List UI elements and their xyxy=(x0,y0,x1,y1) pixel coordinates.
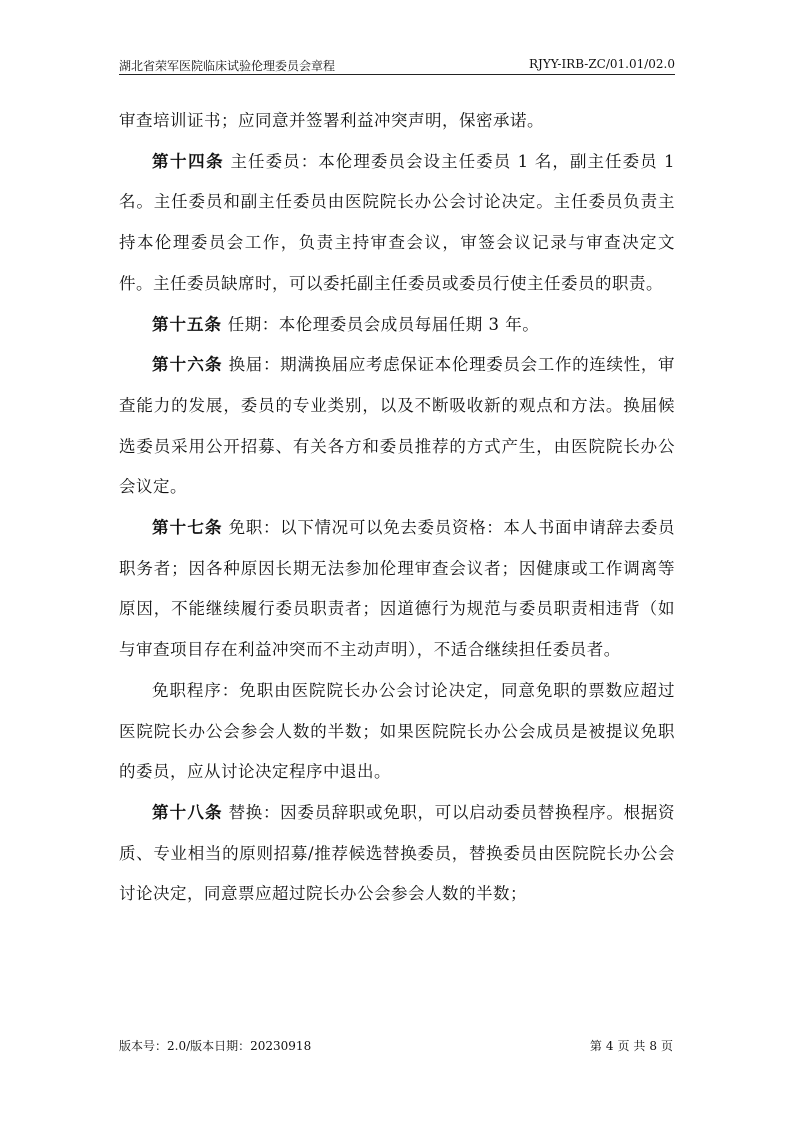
total-pages: 8 xyxy=(649,1039,657,1053)
paragraph-continuation xyxy=(119,101,675,142)
paragraph-text: 换届：期满换届应考虑保证本伦理委员会工作的连续性，审查能力的发展，委员的专业类别，以及不断吸收新的观点和方法。换届候选委员采用公开招募、有关各方和委员推荐的方式产生，由医院院长办公会议定。 xyxy=(119,355,675,497)
current-page: 4 xyxy=(605,1039,614,1053)
document-body xyxy=(119,101,675,915)
paragraph-text: 替换：因委员辞职或免职，可以启动委员替换程序。根据资质、专业相当的原则招募/推荐候选替换委员，替换委员由医院院长办公会讨论决定，同意票应超过院长办公会参会人数的半数； xyxy=(119,802,675,904)
article-heading: 第十六条 xyxy=(152,355,223,375)
page-header xyxy=(119,56,675,75)
article-15 xyxy=(119,305,675,346)
article-17 xyxy=(119,508,675,671)
document-title: 湖北省荣军医院临床试验伦理委员会章程 xyxy=(119,59,336,73)
article-heading: 第十七条 xyxy=(152,518,223,538)
page-number: 第 4 页 共 8 页 xyxy=(589,1039,673,1053)
paragraph-text: 免职程序：免职由医院院长办公会讨论决定，同意免职的票数应超过医院院长办公会参会人数的半数；如果医院院长办公会成员是被提议免职的委员，应从讨论决定程序中退出。 xyxy=(119,680,675,782)
article-18 xyxy=(119,793,675,915)
article-heading: 第十四条 xyxy=(152,151,225,171)
dismissal-procedure-paragraph xyxy=(119,671,675,793)
article-heading: 第十八条 xyxy=(152,802,223,822)
paragraph-text: 主任委员：本伦理委员会设主任委员 1 名，副主任委员 1名。主任委员和副主任委员由医院院长办公会讨论决定。主任委员负责主持本伦理委员会工作，负责主持审查会议，审签会议记录与审查决定文件。主任委员缺席时，可以委托副主任委员或委员行使主任委员的职责。 xyxy=(119,151,675,293)
version-info: 版本号：2.0/版本日期：20230918 xyxy=(119,1039,312,1053)
paragraph-text: 审查培训证书；应同意并签署利益冲突声明，保密承诺。 xyxy=(119,111,544,130)
paragraph-text: 免职：以下情况可以免去委员资格：本人书面申请辞去委员职务者；因各种原因长期无法参加伦理审查会议者；因健康或工作调离等原因，不能继续履行委员职责者；因道德行为规范与委员职责相违背（如与审查项目存在利益冲突而不主动声明），不适合继续担任委员者。 xyxy=(119,518,675,660)
article-heading: 第十五条 xyxy=(152,314,222,334)
document-code: RJYY-IRB-ZC/01.01/02.0 xyxy=(529,57,675,71)
article-16 xyxy=(119,345,675,508)
article-14 xyxy=(119,142,675,305)
paragraph-text: 任期：本伦理委员会成员每届任期 3 年。 xyxy=(222,314,540,334)
